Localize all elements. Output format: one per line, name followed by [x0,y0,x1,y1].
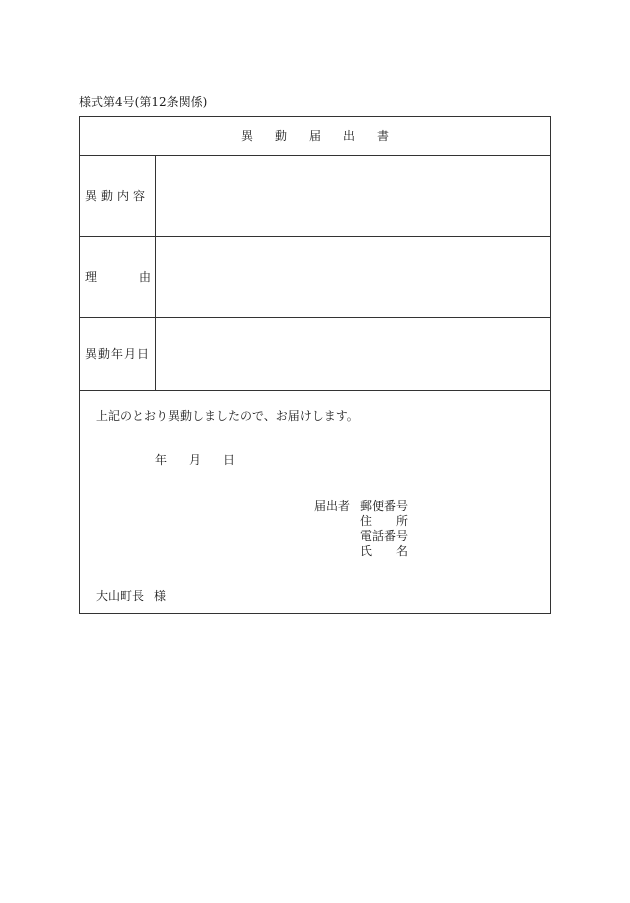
reason-label-first: 理 [85,270,98,284]
applicant-postal-code [360,499,408,514]
phone-label: 電話番号 [360,529,409,543]
addressee-honorific: 様 [154,589,167,603]
address-label-last: 所 [395,514,408,528]
form-number: 様式第4号(第12条関係) [79,95,208,109]
postal-code-label: 郵便番号 [360,499,409,513]
change-date-label-cell [80,318,156,390]
change-date-row [80,318,550,391]
change-content-label: 異動内容 [85,189,150,203]
reason-label [85,270,151,284]
applicant-phone [360,529,408,544]
submission-date-line [155,453,235,467]
change-content-row [80,156,550,237]
title-row [80,117,550,156]
change-date-label: 異動年月日 [85,347,151,361]
applicant-title: 届出者 [314,499,351,513]
form-title: 異動届出書 [240,129,411,143]
address-label-first: 住 [360,514,373,528]
change-content-field[interactable] [156,156,550,236]
reason-label-last: 由 [138,270,151,284]
change-notification-form [79,116,551,614]
year-unit: 年 [155,453,168,467]
change-content-label-cell [80,156,156,236]
name-label-first: 氏 [360,544,373,558]
applicant-address [360,514,408,529]
name-label-last: 名 [395,544,408,558]
month-unit: 月 [189,453,202,467]
reason-row [80,237,550,318]
change-date-field[interactable] [156,318,550,390]
applicant-details [360,499,408,559]
reason-label-cell [80,237,156,317]
addressee [96,589,166,603]
declaration-text: 上記のとおり異動しましたので、お届けします。 [96,409,359,423]
reason-field[interactable] [156,237,550,317]
addressee-name: 大山町長 [96,589,145,603]
day-unit: 日 [223,453,236,467]
applicant-name [360,544,408,559]
